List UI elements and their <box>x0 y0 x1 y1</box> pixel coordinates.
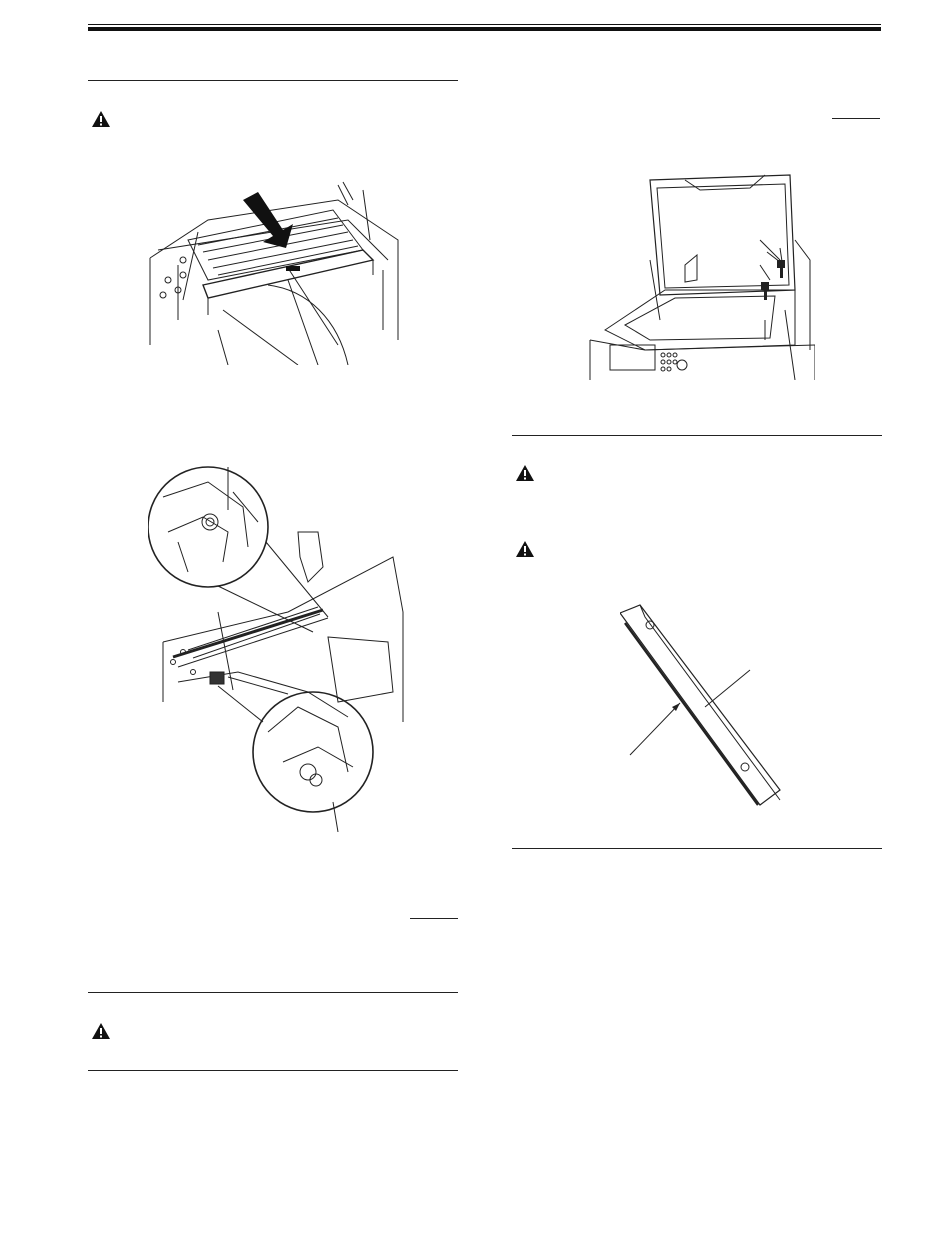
header-rule-thick <box>88 27 881 31</box>
warning-triangle-icon <box>91 1022 111 1040</box>
figure-glass-guide-plate <box>620 595 790 815</box>
figure-scanner-glass-insertion <box>148 180 408 365</box>
section-rule <box>512 848 882 849</box>
warning-triangle-icon <box>515 540 535 558</box>
figure-screw-positions-magnified <box>148 462 410 832</box>
warning-triangle-icon <box>515 464 535 482</box>
reference-underline <box>410 918 458 919</box>
section-rule <box>512 435 882 436</box>
section-rule <box>88 1070 458 1071</box>
section-rule <box>88 80 458 81</box>
reference-underline <box>832 118 880 119</box>
warning-triangle-icon <box>91 110 111 128</box>
figure-copyboard-glass-screws <box>585 170 815 380</box>
header-rule-thin <box>88 24 881 25</box>
section-rule <box>88 992 458 993</box>
